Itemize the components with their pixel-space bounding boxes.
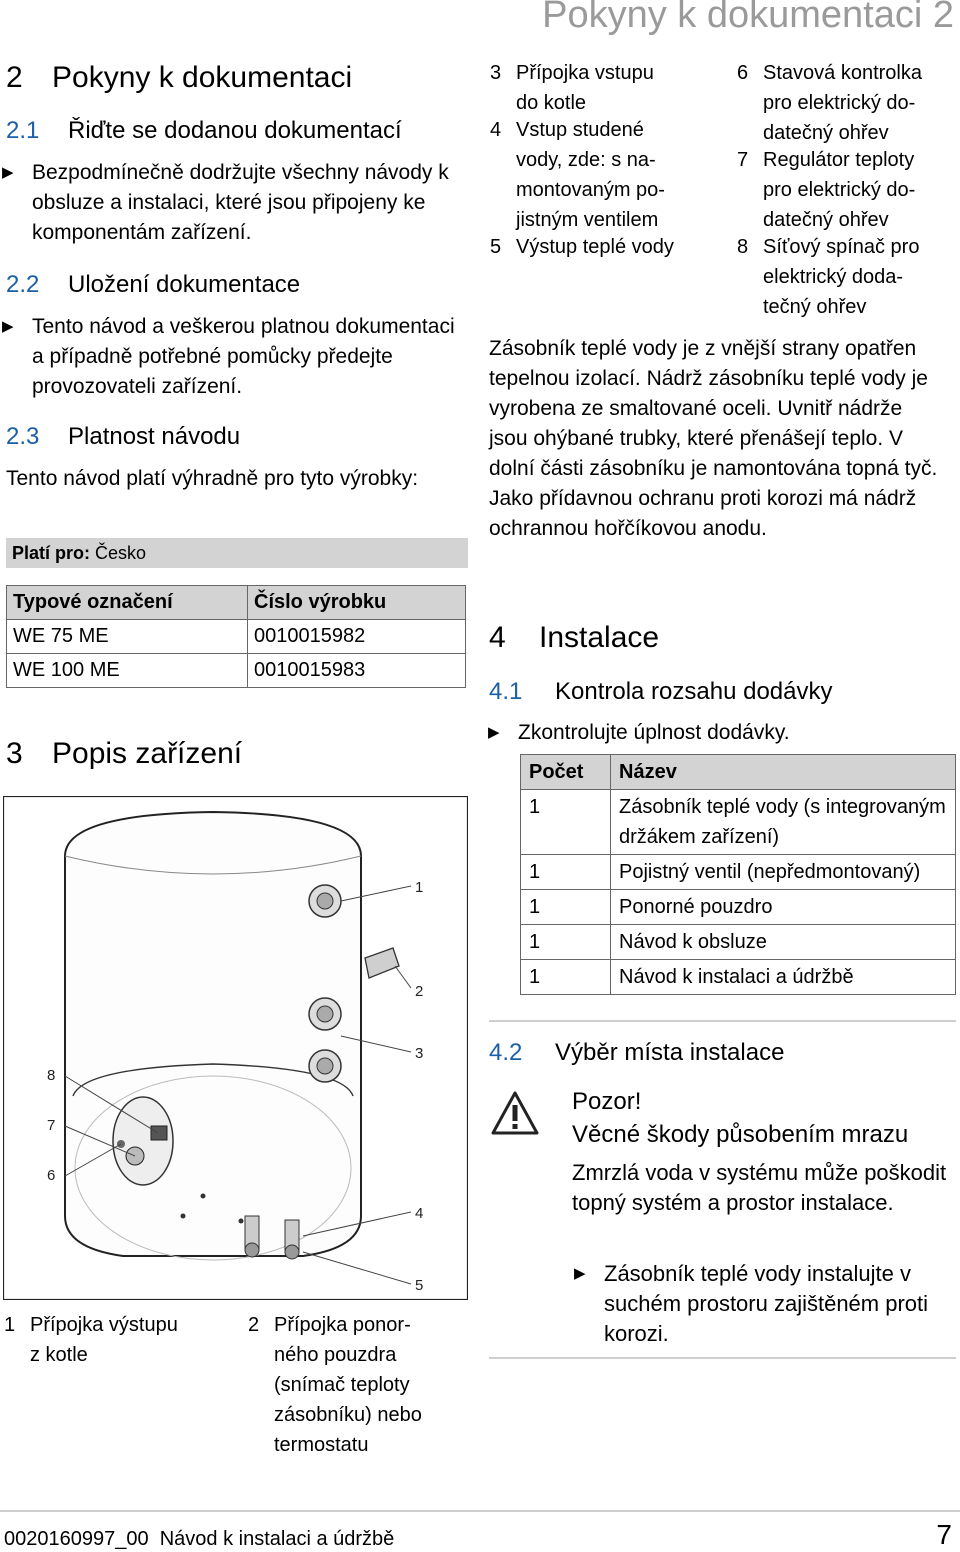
legend-text: Regulátor teploty pro elektrický do- datečný ohřev [763, 149, 916, 231]
footer-rule [0, 1510, 960, 1512]
table-header-row [521, 755, 956, 790]
section-title: Uložení dokumentace [68, 271, 301, 298]
table-row [521, 855, 956, 890]
table-cell: 1 [521, 855, 611, 890]
warning-title: Pozor! [572, 1088, 642, 1115]
legend-item-8 [737, 232, 957, 322]
product-table [6, 585, 466, 688]
warning-subtitle: Věcné škody působením mrazu [572, 1121, 909, 1148]
footer-doc-title: Návod k instalaci a údržbě [159, 1528, 395, 1550]
section-number: 3 [6, 737, 23, 770]
bullet-item: ▶ Tento návod a veškerou platnou dokumentaci a případně potřebné pomůcky předejte provozovateli zařízení. [0, 312, 472, 402]
table-cell: 0010015982 [248, 620, 466, 654]
table-cell: Pojistný ventil (nepředmontovaný) [611, 855, 956, 890]
section-number: 2 [6, 61, 23, 94]
validity-bar [6, 538, 468, 568]
table-cell: Návod k obsluze [611, 925, 956, 960]
section-number: 2.3 [6, 423, 40, 450]
section-4-1-heading [489, 677, 833, 707]
section-4-heading [489, 620, 659, 656]
figure-label: 5 [415, 1277, 424, 1294]
figure-label: 8 [47, 1067, 56, 1084]
delivery-table [520, 754, 956, 995]
legend-number: 5 [490, 236, 502, 258]
validity-label: Platí pro: [12, 543, 91, 563]
table-cell: 1 [521, 890, 611, 925]
legend-text: Stavová kontrolka pro elektrický do- datečný ohřev [763, 62, 922, 144]
table-header: Název [611, 755, 956, 790]
table-row [7, 620, 466, 654]
legend-text: Výstup teplé vody [516, 236, 674, 258]
table-cell: 1 [521, 790, 611, 855]
table-header: Číslo výrobku [248, 586, 466, 620]
running-header: Pokyny k dokumentaci 2 [542, 0, 954, 36]
section-title: Popis zařízení [52, 737, 243, 770]
table-header-row [7, 586, 466, 620]
figure-label: 6 [47, 1167, 56, 1184]
section-title: Pokyny k dokumentaci [52, 61, 353, 94]
table-row [521, 890, 956, 925]
section-divider [489, 1020, 956, 1022]
paragraph: Tento návod platí výhradně pro tyto výrobky: [6, 467, 419, 490]
legend-text: Přípojka výstupu z kotle [30, 1314, 178, 1366]
section-2-2-heading [6, 270, 300, 300]
legend-number: 4 [490, 119, 502, 141]
section-title: Výběr místa instalace [555, 1039, 785, 1066]
section-number: 4 [489, 621, 506, 654]
figure-label: 4 [415, 1205, 424, 1222]
legend-item-5 [490, 232, 720, 262]
legend-item-3 [490, 58, 720, 118]
table-cell: 1 [521, 925, 611, 960]
legend-number: 1 [4, 1314, 16, 1336]
legend-text: Přípojka vstupu do kotle [516, 62, 654, 114]
legend-item-1 [4, 1310, 234, 1380]
table-row [7, 654, 466, 688]
legend-number: 7 [737, 149, 749, 171]
table-row [521, 790, 956, 855]
section-number: 4.1 [489, 678, 523, 705]
table-header: Typové označení [7, 586, 248, 620]
legend-item-4 [490, 115, 720, 235]
footer-doc-code: 0020160997_00 [4, 1528, 149, 1550]
figure-label: 2 [415, 983, 424, 1000]
legend-item-7 [737, 145, 957, 235]
section-2-heading [6, 60, 352, 96]
validity-value: Česko [95, 543, 147, 563]
page-number: 7 [936, 1519, 952, 1550]
table-cell: 1 [521, 960, 611, 995]
table-header: Počet [521, 755, 611, 790]
table-cell: Ponorné pouzdro [611, 890, 956, 925]
section-2-1-heading [6, 116, 402, 146]
table-cell: WE 75 ME [7, 620, 248, 654]
legend-number: 3 [490, 62, 502, 84]
section-title: Instalace [539, 621, 660, 654]
section-4-2-heading [489, 1038, 784, 1068]
legend-number: 8 [737, 236, 749, 258]
section-2-3-heading [6, 422, 240, 452]
warning-text: Zmrzlá voda v systému může poškodit topný systém a prostor instalace. [572, 1160, 947, 1215]
figure-label: 7 [47, 1117, 56, 1134]
device-figure [3, 796, 468, 1300]
table-cell: Zásobník teplé vody (s integrovaným držákem zařízení) [611, 790, 956, 855]
section-number: 2.2 [6, 271, 40, 298]
warning-bullet: ▶ Zásobník teplé vody instalujte v suchém prostoru zajištěném proti korozi. [572, 1259, 959, 1349]
section-number: 2.1 [6, 117, 40, 144]
water-heater-drawing [65, 812, 399, 1260]
device-description: Zásobník teplé vody je z vnější strany opatřen tepelnou izolací. Nádrž zásobníku teplé vody je vyrobena ze smaltované oceli. Uvnitř nádrže jsou ohýbané trubky, které přenášejí teplo. V dolní části zásobníku je namontována topná tyč. Jako přídavnou ochranu proti korozi má nádrž ochrannou hořčíkovou anodu. [489, 337, 938, 540]
legend-text: Přípojka ponor- ného pouzdra (snímač teploty zásobníku) nebo termostatu [274, 1314, 422, 1456]
section-title: Kontrola rozsahu dodávky [555, 678, 833, 705]
warning-divider [489, 1357, 956, 1359]
legend-number: 2 [248, 1314, 260, 1336]
legend-text: Síťový spínač pro elektrický doda- tečný ohřev [763, 236, 920, 318]
footer-doc [4, 1526, 394, 1552]
table-row [521, 925, 956, 960]
bullet-item: ▶ Zkontrolujte úplnost dodávky. [486, 718, 958, 748]
legend-text: Vstup studené vody, zde: s na- montovaným po- jistným ventilem [516, 119, 665, 231]
legend-item-6 [737, 58, 957, 148]
warning-icon [490, 1090, 540, 1136]
bullet-item: ▶ Bezpodmínečně dodržujte všechny návody k obsluze a instalaci, které jsou připojeny ke komponentám zařízení. [0, 158, 472, 248]
table-cell: Návod k instalaci a údržbě [611, 960, 956, 995]
legend-number: 6 [737, 62, 749, 84]
table-cell: WE 100 ME [7, 654, 248, 688]
section-title: Platnost návodu [68, 423, 241, 450]
table-row [521, 960, 956, 995]
legend-item-2 [248, 1310, 468, 1470]
table-cell: 0010015983 [248, 654, 466, 688]
figure-label: 1 [415, 879, 424, 896]
section-title: Řiďte se dodanou dokumentací [68, 117, 402, 144]
section-number: 4.2 [489, 1039, 523, 1066]
figure-label: 3 [415, 1045, 424, 1062]
section-3-heading [6, 736, 242, 772]
